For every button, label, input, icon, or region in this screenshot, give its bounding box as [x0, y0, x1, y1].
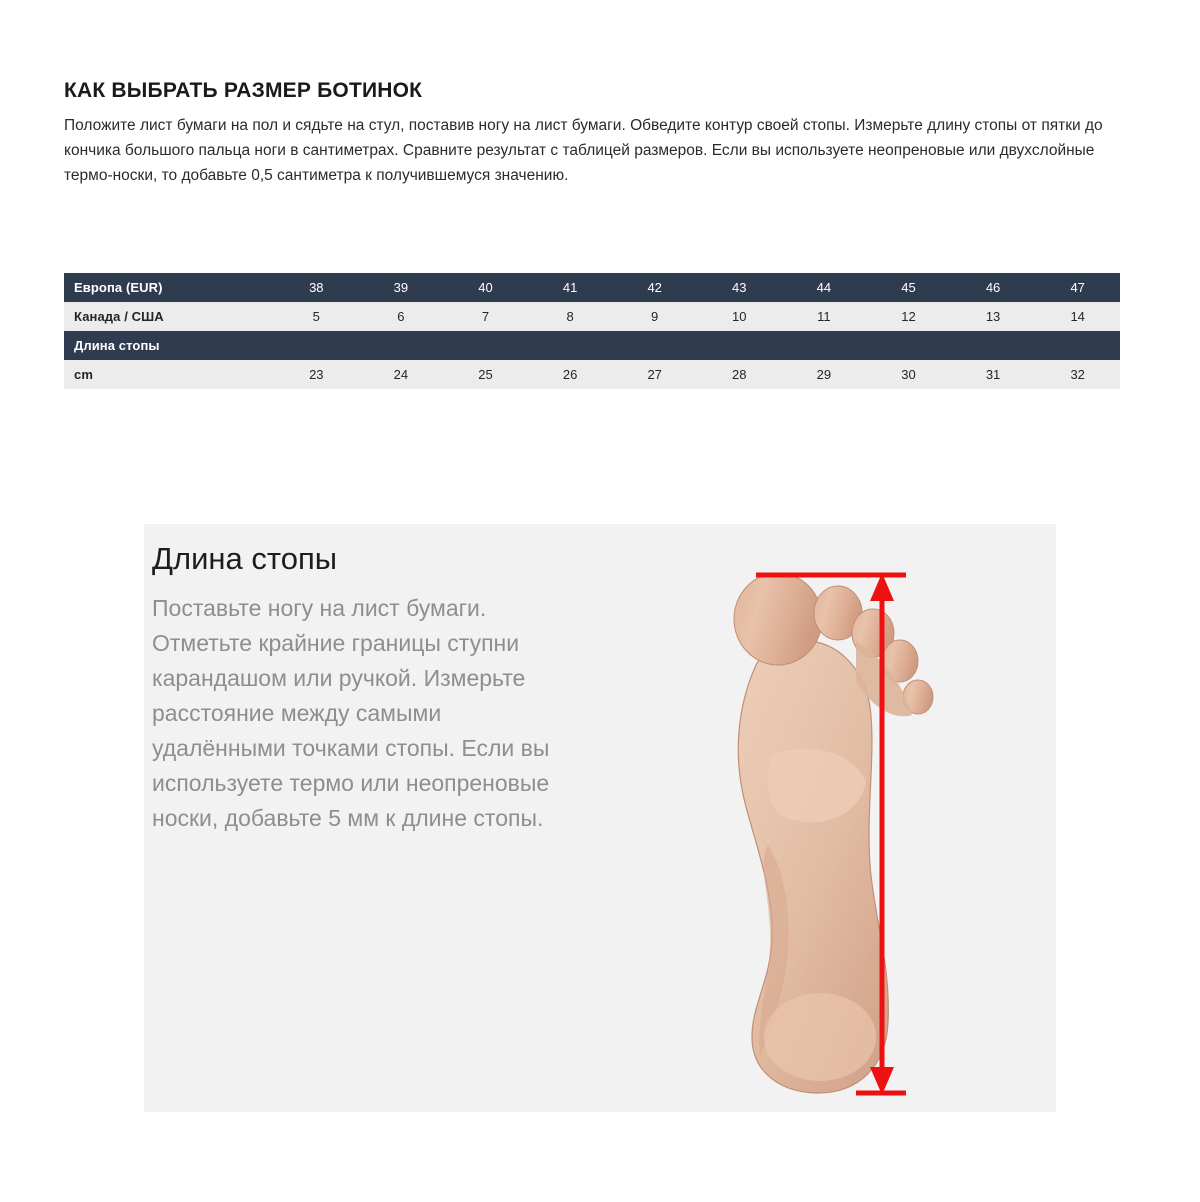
foot-illustration: [660, 545, 1020, 1105]
panel-title: Длина стопы: [152, 541, 338, 576]
foot-length-text-block: [152, 540, 572, 836]
table-cell: 27: [612, 360, 697, 389]
table-cell: 45: [866, 273, 951, 302]
table-cell: [612, 331, 697, 360]
foot-sole-shape: [738, 641, 888, 1093]
table-cell: 14: [1035, 302, 1120, 331]
table-cell: [697, 331, 782, 360]
intro-block: [64, 78, 1124, 189]
table-cell: 40: [443, 273, 528, 302]
table-cell: [951, 331, 1036, 360]
table-cell: 10: [697, 302, 782, 331]
table-cell: 32: [1035, 360, 1120, 389]
table-cell: 47: [1035, 273, 1120, 302]
table-cell: [443, 331, 528, 360]
table-cell: 31: [951, 360, 1036, 389]
table-row: [64, 302, 1120, 331]
row-label-cm: cm: [64, 360, 274, 389]
table-cell: [782, 331, 867, 360]
table-cell: [866, 331, 951, 360]
intro-paragraph: Положите лист бумаги на пол и сядьте на стул, поставив ногу на лист бумаги. Обведите контур своей стопы. Измерьте длину стопы от пятки до кончика большого пальца ноги в сантиметрах. Сравните результат с таблицей размеров. Если вы используете неопреновые или двухслойные термо-носки, то добавьте 0,5 сантиметра к получившемуся значению.: [64, 117, 1103, 185]
table-row: [64, 360, 1120, 389]
table-cell: 43: [697, 273, 782, 302]
table-cell: 23: [274, 360, 359, 389]
table-cell: 41: [528, 273, 613, 302]
table-cell: 26: [528, 360, 613, 389]
table-cell: 8: [528, 302, 613, 331]
size-table-body: [64, 273, 1120, 389]
table-cell: 25: [443, 360, 528, 389]
page-title: КАК ВЫБРАТЬ РАЗМЕР БОТИНОК: [64, 79, 423, 102]
table-section-row: [64, 331, 1120, 360]
row-label-eur: Европа (EUR): [64, 273, 274, 302]
table-cell: 39: [359, 273, 444, 302]
table-cell: 5: [274, 302, 359, 331]
table-cell: 29: [782, 360, 867, 389]
table-cell: 9: [612, 302, 697, 331]
table-cell: [359, 331, 444, 360]
table-cell: 38: [274, 273, 359, 302]
row-label-foot-length: Длина стопы: [64, 331, 274, 360]
table-cell: 13: [951, 302, 1036, 331]
table-cell: [1035, 331, 1120, 360]
table-cell: [274, 331, 359, 360]
table-cell: 46: [951, 273, 1036, 302]
table-cell: 7: [443, 302, 528, 331]
table-row: [64, 273, 1120, 302]
foot-diagram-svg: [660, 545, 1020, 1105]
table-cell: 24: [359, 360, 444, 389]
table-cell: 42: [612, 273, 697, 302]
table-cell: 28: [697, 360, 782, 389]
row-label-us: Канада / США: [64, 302, 274, 331]
table-cell: 6: [359, 302, 444, 331]
table-cell: 30: [866, 360, 951, 389]
size-table: [64, 273, 1120, 389]
panel-body-text: Поставьте ногу на лист бумаги. Отметьте крайние границы ступни карандашом или ручкой. Измерьте расстояние между самыми удалёнными точками стопы. Если вы используете термо или неопреновые носки, добавьте 5 мм к длине стопы.: [152, 595, 550, 831]
table-cell: 11: [782, 302, 867, 331]
table-cell: 12: [866, 302, 951, 331]
table-cell: [528, 331, 613, 360]
table-cell: 44: [782, 273, 867, 302]
